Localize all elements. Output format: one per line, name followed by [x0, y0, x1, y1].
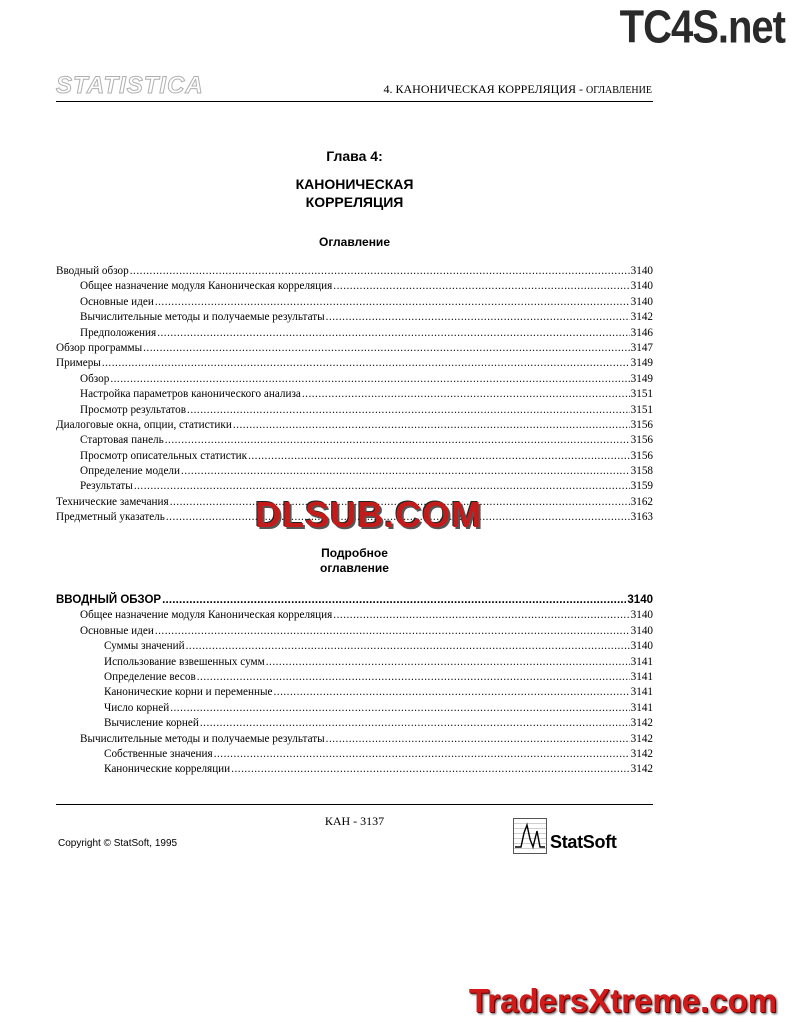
detailed-toc-entry[interactable]	[56, 716, 653, 731]
leader-dots	[266, 655, 630, 670]
detailed-toc-entry[interactable]	[56, 747, 653, 762]
header-chapter-section: ОГЛАВЛЕНИЕ	[586, 85, 652, 96]
toc-entry-label: Результаты	[80, 480, 133, 493]
watermark-top: TC4S.net	[619, 2, 785, 53]
toc-entry-page: 3162	[630, 495, 653, 508]
leader-dots	[326, 310, 630, 325]
toc-entry-page: 3163	[630, 511, 653, 524]
toc-entry[interactable]	[56, 479, 653, 494]
toc-entry[interactable]	[56, 418, 653, 433]
toc-entry-label: Примеры	[56, 357, 101, 370]
detailed-toc-entry[interactable]	[56, 762, 653, 777]
toc-entry-label: Просмотр результатов	[80, 403, 187, 416]
toc-entry-page: 3140	[630, 609, 653, 622]
detailed-toc-entry[interactable]	[56, 593, 653, 608]
statsoft-logo: StatSoft	[550, 832, 617, 852]
toc-entry-label: Канонические корни и переменные	[104, 686, 273, 699]
toc-entry[interactable]	[56, 264, 653, 279]
toc-entry-label: Основные идеи	[80, 295, 154, 308]
leader-dots	[134, 479, 630, 494]
leader-dots	[162, 593, 626, 608]
toc-entry-label: Предположения	[80, 326, 157, 339]
toc-entry-label: Использование взвешенных сумм	[104, 655, 265, 668]
toc-entry-page: 3158	[630, 465, 653, 478]
leader-dots	[130, 264, 630, 279]
toc-entry-label: Вводный обзор	[56, 265, 129, 277]
leader-dots	[200, 716, 630, 731]
leader-dots	[187, 403, 630, 418]
footer-page-number: КАН - 3137	[324, 814, 385, 828]
toc-entry[interactable]	[56, 326, 653, 341]
leader-dots	[302, 387, 630, 402]
toc-entry-label: Технические замечания	[56, 495, 169, 508]
toc-entry-page: 3140	[630, 265, 653, 277]
detailed-toc-entry[interactable]	[56, 685, 653, 700]
leader-dots	[181, 464, 630, 479]
toc-entry-page: 3147	[630, 341, 653, 354]
chapter-title	[56, 175, 653, 211]
toc-entry-page: 3149	[630, 357, 653, 370]
leader-dots	[248, 449, 630, 464]
leader-dots	[155, 624, 630, 639]
toc-entry[interactable]	[56, 372, 653, 387]
leader-dots	[326, 732, 630, 747]
leader-dots	[333, 279, 629, 294]
footer-rule	[56, 804, 653, 805]
toc-entry-label: Диалоговые окна, опции, статистики	[56, 418, 232, 431]
toc-entry-label: Стартовая панель	[80, 434, 164, 447]
copyright-text: Copyright © StatSoft, 1995	[58, 838, 178, 849]
toc-entry-page: 3156	[630, 434, 653, 447]
toc-entry[interactable]	[56, 356, 653, 371]
header-chapter-title	[383, 82, 652, 97]
leader-dots	[231, 762, 629, 777]
detailed-toc-entry[interactable]	[56, 608, 653, 623]
toc-entry-label: Канонические корреляции	[104, 763, 231, 776]
toc-entry-label: Основные идеи	[80, 624, 154, 637]
watermark-middle: DLSUB.COM	[255, 494, 482, 535]
toc-entry-label: Настройка параметров канонического анализа	[80, 388, 301, 401]
toc-entry-page: 3151	[630, 388, 653, 401]
toc-entry-label: Определение модели	[80, 465, 180, 478]
header-logo: STATISTICA	[56, 72, 204, 99]
toc-entry-label: Собственные значения	[104, 747, 213, 760]
toc-entry-label: Суммы значений	[104, 640, 185, 653]
toc-entry-page: 3140	[630, 295, 653, 308]
toc-entry[interactable]	[56, 464, 653, 479]
leader-dots	[186, 639, 630, 654]
detailed-toc-heading-line2: оглавление	[320, 561, 389, 575]
toc-entry[interactable]	[56, 403, 653, 418]
toc-entry[interactable]	[56, 449, 653, 464]
leader-dots	[273, 685, 629, 700]
chapter-title-line1: КАНОНИЧЕСКАЯ	[295, 176, 414, 192]
toc-entry-label: Вычисление корней	[104, 717, 199, 730]
toc-entry[interactable]	[56, 341, 653, 356]
toc-entry-page: 3151	[630, 403, 653, 416]
toc-entry-label: Вычислительные методы и получаемые результаты	[80, 732, 325, 745]
toc-entry-page: 3156	[630, 418, 653, 431]
toc-entry-page: 3142	[630, 717, 653, 730]
detailed-toc-entry[interactable]	[56, 639, 653, 654]
detailed-toc-entry[interactable]	[56, 732, 653, 747]
leader-dots	[233, 418, 630, 433]
detailed-toc-heading	[56, 546, 653, 576]
header-chapter-main: 4. КАНОНИЧЕСКАЯ КОРРЕЛЯЦИЯ -	[383, 82, 586, 96]
toc-entry-label: Обзор	[80, 372, 110, 385]
leader-dots	[165, 433, 630, 448]
detailed-toc-entry[interactable]	[56, 624, 653, 639]
leader-dots	[155, 295, 630, 310]
chapter-label: Глава 4:	[326, 148, 383, 164]
leader-dots	[157, 326, 629, 341]
toc-heading: Оглавление	[319, 235, 390, 249]
detailed-toc-heading-line1: Подробное	[321, 546, 388, 560]
toc-entry-page: 3146	[630, 326, 653, 339]
toc-entry-page: 3149	[630, 372, 653, 385]
toc-entry-page: 3141	[630, 655, 653, 668]
leader-dots	[197, 670, 630, 685]
toc-entry-page: 3140	[627, 594, 653, 606]
leader-dots	[170, 701, 629, 716]
leader-dots	[333, 608, 629, 623]
detailed-toc-entry[interactable]	[56, 670, 653, 685]
toc-entry-page: 3142	[630, 311, 653, 324]
toc-entry-page: 3156	[630, 449, 653, 462]
toc-list	[56, 264, 653, 526]
toc-entry-label: Число корней	[104, 701, 170, 714]
leader-dots	[143, 341, 630, 356]
toc-entry-label: Обзор программы	[56, 341, 143, 354]
toc-entry[interactable]	[56, 279, 653, 294]
toc-entry-label: Общее назначение модуля Каноническая корреляция	[80, 280, 333, 293]
toc-entry-label: Общее назначение модуля Каноническая корреляция	[80, 609, 333, 622]
toc-entry-page: 3142	[630, 732, 653, 745]
header-rule	[56, 101, 653, 102]
toc-entry-label: ВВОДНЫЙ ОБЗОР	[56, 594, 162, 606]
leader-dots	[110, 372, 629, 387]
leader-dots	[214, 747, 630, 762]
toc-entry-page: 3141	[630, 670, 653, 683]
toc-entry-page: 3140	[630, 624, 653, 637]
toc-entry[interactable]	[56, 433, 653, 448]
statsoft-logo-icon	[513, 818, 547, 854]
toc-entry-page: 3140	[630, 280, 653, 293]
toc-entry-page: 3141	[630, 686, 653, 699]
detailed-toc-entry[interactable]	[56, 655, 653, 670]
leader-dots	[102, 356, 630, 371]
toc-entry[interactable]	[56, 387, 653, 402]
toc-entry-label: Вычислительные методы и получаемые результаты	[80, 311, 325, 324]
toc-entry-label: Определение весов	[104, 670, 196, 683]
toc-entry-page: 3159	[630, 480, 653, 493]
toc-entry-page: 3142	[630, 763, 653, 776]
watermark-bottom: TradersXtreme.com	[468, 982, 777, 1019]
toc-entry-label: Предметный указатель	[56, 511, 165, 524]
detailed-toc-entry[interactable]	[56, 701, 653, 716]
detailed-toc-list	[56, 593, 653, 778]
toc-entry-label: Просмотр описательных статистик	[80, 449, 248, 462]
toc-entry-page: 3142	[630, 747, 653, 760]
toc-entry-page: 3140	[630, 640, 653, 653]
toc-entry-page: 3141	[630, 701, 653, 714]
toc-entry[interactable]	[56, 295, 653, 310]
waveform-icon	[514, 819, 546, 853]
chapter-title-line2: КОРРЕЛЯЦИЯ	[305, 194, 404, 210]
toc-entry[interactable]	[56, 310, 653, 325]
